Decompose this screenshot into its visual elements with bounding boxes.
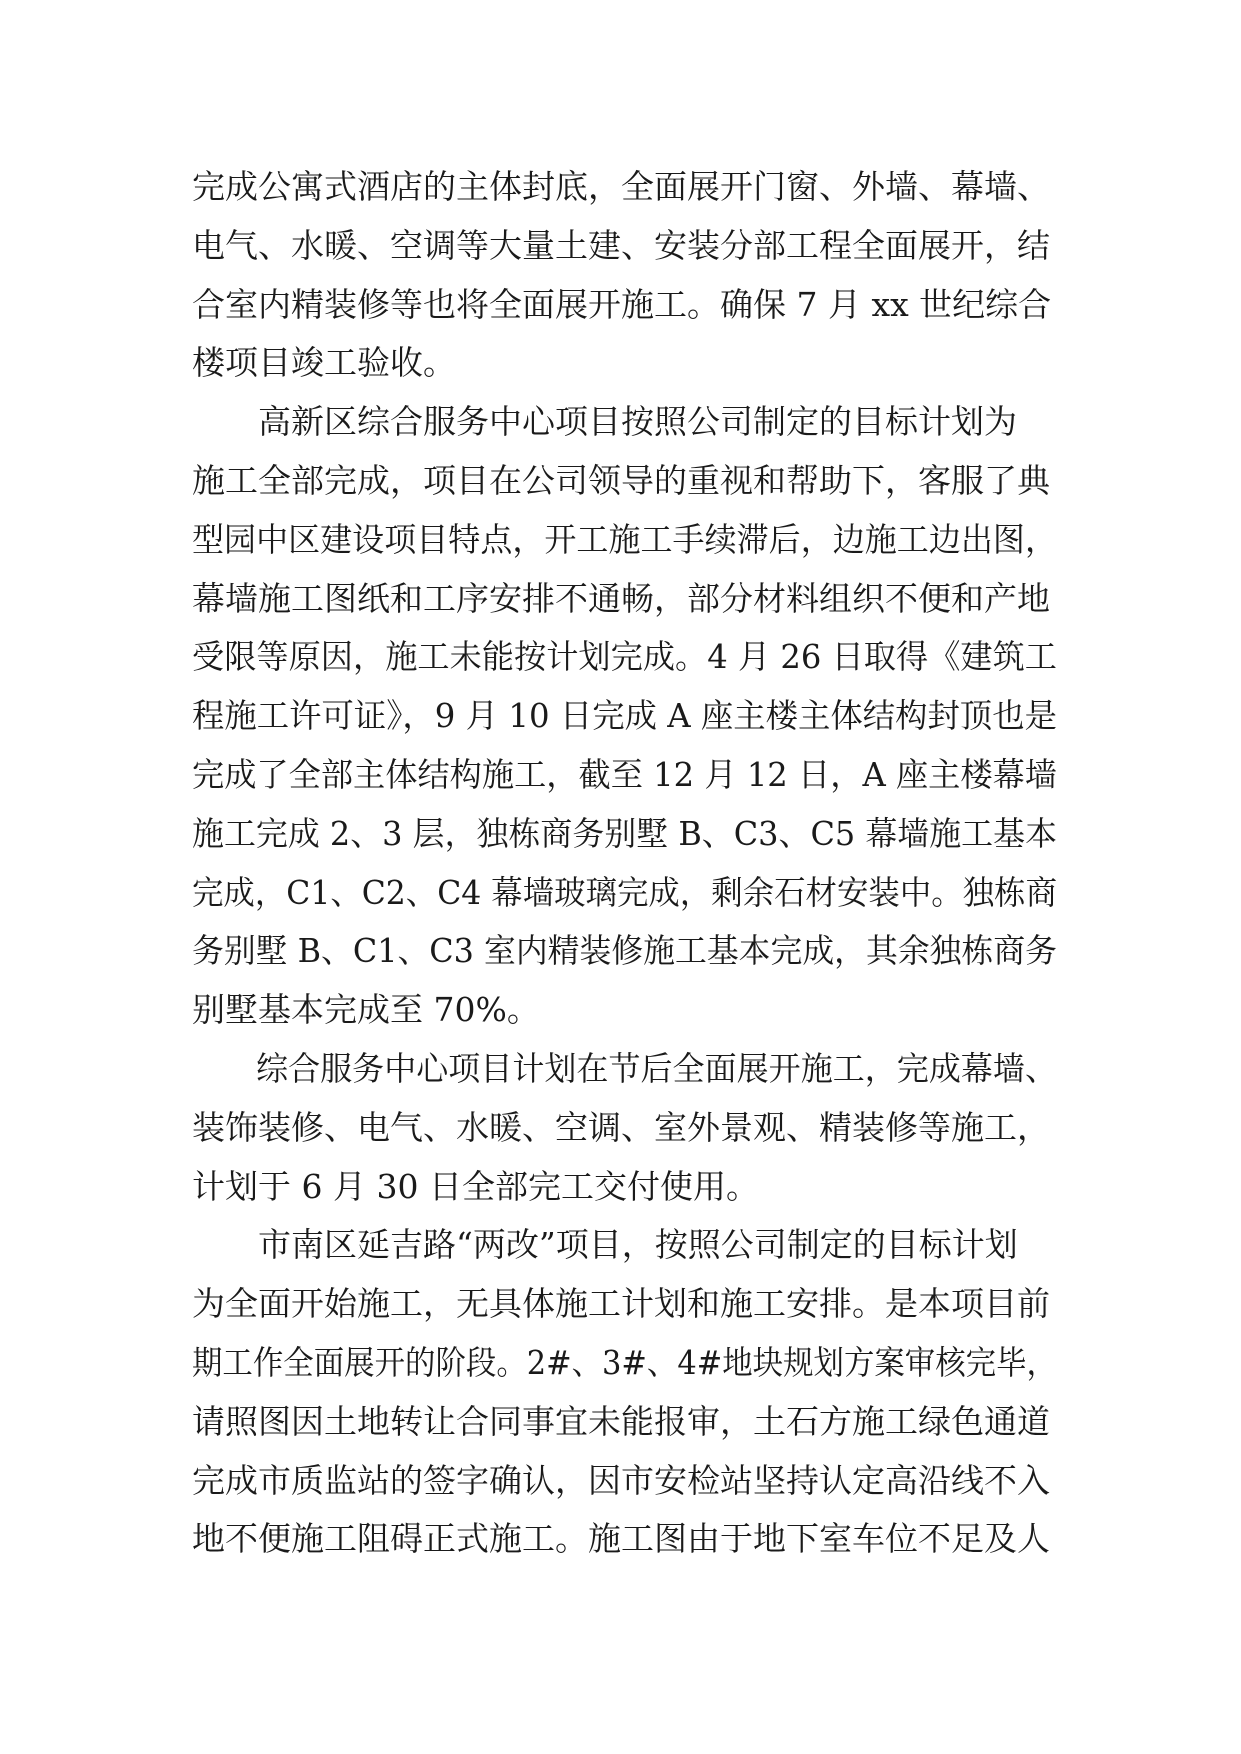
document-body [192,158,1057,1569]
text-line: 幕墙施工图纸和工序安排不通畅，部分材料组织不便和产地 [192,578,1050,618]
text-line: 完成市质监站的签字确认，因市安检站坚持认定高沿线不入 [192,1460,1050,1500]
paragraph-hightech-service-center [192,393,1057,1040]
text-line: 施工全部完成，项目在公司领导的重视和帮助下，客服了典 [192,460,1050,500]
text-line: 型园中区建设项目特点，开工施工手续滞后，边施工边出图， [192,519,1057,559]
text-line: 计划于 6 月 30 日全部完工交付使用。 [192,1166,759,1206]
text-line: 务别墅 B、C1、C3 室内精装修施工基本完成，其余独栋商务 [192,931,1057,971]
text-line: 施工完成 2、3 层，独栋商务别墅 B、C3、C5 幕墙施工基本 [192,813,1058,853]
text-line: 完成了全部主体结构施工，截至 12 月 12 日，A 座主楼幕墙 [192,754,1057,794]
paragraph-yanji-road-project [192,1216,1057,1569]
text-line: 综合服务中心项目计划在节后全面展开施工，完成幕墙、 [256,1048,1057,1088]
text-line: 地不便施工阻碍正式施工。施工图由于地下室车位不足及人 [192,1519,1050,1559]
text-line: 高新区综合服务中心项目按照公司制定的目标计划为 [258,402,1017,442]
text-line: 期工作全面展开的阶段。2#、3#、4#地块规划方案审核完毕， [192,1342,1057,1382]
text-line: 程施工许可证》，9 月 10 日完成 A 座主楼主体结构封顶也是 [192,696,1058,736]
text-line: 请照图因土地转让合同事宜未能报审，土石方施工绿色通道 [192,1401,1050,1441]
text-line: 为全面开始施工，无具体施工计划和施工安排。是本项目前 [192,1284,1050,1324]
text-line: 完成，C1、C2、C4 幕墙玻璃完成，剩余石材安装中。独栋商 [192,872,1058,912]
text-line: 受限等原因，施工未能按计划完成。4 月 26 日取得《建筑工 [192,637,1058,677]
text-line: 楼项目竣工验收。 [192,343,456,383]
text-line: 市南区延吉路“两改”项目，按照公司制定的目标计划 [258,1225,1018,1265]
paragraph-hotel-completion [192,158,1057,393]
text-line: 装饰装修、电气、水暖、空调、室外景观、精装修等施工， [192,1107,1050,1147]
text-line: 合室内精装修等也将全面展开施工。确保 7 月 xx 世纪综合 [192,284,1052,324]
text-line: 别墅基本完成至 70%。 [192,990,540,1030]
text-line: 电气、水暖、空调等大量土建、安装分部工程全面展开，结 [192,225,1050,265]
paragraph-service-center-plan [192,1040,1057,1216]
text-line: 完成公寓式酒店的主体封底，全面展开门窗、外墙、幕墙、 [192,167,1050,206]
